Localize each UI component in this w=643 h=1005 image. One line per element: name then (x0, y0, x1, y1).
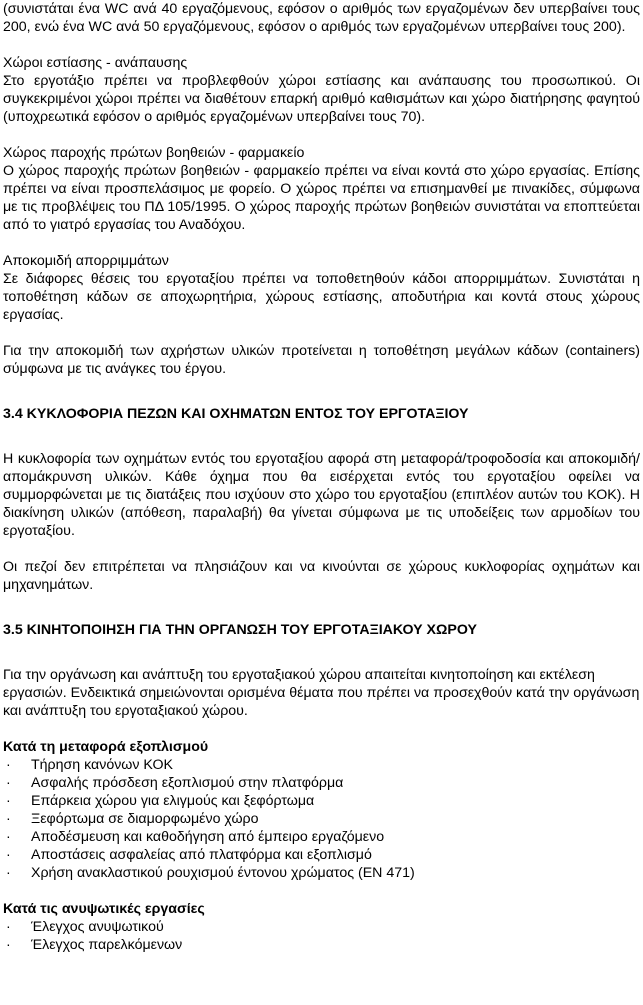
lifting-list (3, 918, 640, 954)
section-3-5-paragraph: Για την οργάνωση και ανάπτυξη του εργοταξιακού χώρου απαιτείται κινητοποίηση και εκτέλεση εργασιών. Ενδεικτικά σημειώνονται ορισμένα θέματα που πρέπει να προσεχθούν κατά την οργάνωση και ανάπτυξη του εργοταξιακού χώρου. (3, 667, 640, 719)
section-3-4-pedestrians-paragraph: Οι πεζοί δεν επιτρέπεται να πλησιάζουν και να κινούνται σε χώρους κυκλοφορίας οχημάτων και μηχανημάτων. (3, 559, 640, 593)
bullet: · (6, 847, 11, 863)
bullet: · (6, 775, 11, 791)
list-item: · Έλεγχος παρελκόμενων (6, 937, 183, 953)
lifting-subheading: Κατά τις ανυψωτικές εργασίες (3, 901, 205, 917)
dining-heading: Χώροι εστίασης - ανάπαυσης (3, 55, 188, 71)
list-item: · Αποστάσεις ασφαλείας από πλατφόρμα και εξοπλισμό (6, 847, 372, 863)
dining-paragraph: Στο εργοτάξιο πρέπει να προβλεφθούν χώροι εστίασης και ανάπαυσης του προσωπικού. Οι συγκεκριμένοι χώροι πρέπει να διαθέτουν επαρκή αριθμό καθισμάτων και χώρο διατήρησης φαγητού (υποχρεωτικά εφόσον ο αριθμός εργαζομένων υπερβαίνει τους 70). (3, 73, 640, 125)
bullet: · (6, 865, 11, 881)
list-item: · Τήρηση κανόνων ΚΟΚ (6, 757, 173, 773)
waste-heading: Αποκομιδή απορριμμάτων (3, 253, 169, 269)
list-item: · Ασφαλής πρόσδεση εξοπλισμού στην πλατφόρμα (6, 775, 344, 791)
first-aid-paragraph: Ο χώρος παροχής πρώτων βοηθειών - φαρμακείο πρέπει να είναι κοντά στο χώρο εργασίας. Επίσης πρέπει να είναι προσπελάσιμος με φορείο. Ο χώρος πρέπει να επισημανθεί με πινακίδες, σύμφωνα με τις προβλέψεις του ΠΔ 105/1995. Ο χώρος παροχής πρώτων βοηθειών συνιστάται να εποπτεύεται από το γιατρό εργασίας του Αναδόχου. (3, 163, 640, 233)
bullet: · (6, 829, 11, 845)
bullet: · (6, 937, 11, 953)
list-item: · Ξεφόρτωμα σε διαμορφωμένο χώρο (6, 811, 259, 827)
section-3-4-heading: 3.4 ΚΥΚΛΟΦΟΡΙΑ ΠΕΖΩΝ ΚΑΙ ΟΧΗΜΑΤΩΝ ΕΝΤΟΣ ΤΟΥ ΕΡΓΟΤΑΞΙΟΥ (3, 406, 469, 422)
bullet: · (6, 919, 11, 935)
first-aid-heading: Χώρος παροχής πρώτων βοηθειών - φαρμακείο (3, 145, 305, 161)
list-item: · Αποδέσμευση και καθοδήγηση από έμπειρο εργαζόμενο (6, 829, 385, 845)
bullet: · (6, 793, 11, 809)
section-3-4-paragraph: Η κυκλοφορία των οχημάτων εντός του εργοταξίου αφορά στη μεταφορά/τροφοδοσία και αποκομιδή/απομάκρυνση υλικών. Κάθε όχημα που θα εισέρχεται εντός του εργοταξίου οφείλει να συμμορφώνεται με τις διατάξεις που ισχύουν στο χώρο του εργοταξίου (επιπλέον αυτών του ΚΟΚ). Η διακίνηση υλικών (απόθεση, παραλαβή) θα γίνεται σύμφωνα με τις υποδείξεις των αρμοδίων του εργοταξίου. (3, 451, 640, 539)
bullet: · (6, 811, 11, 827)
waste-paragraph: Σε διάφορες θέσεις του εργοταξίου πρέπει να τοποθετηθούν κάδοι απορριμμάτων. Συνιστάται η τοποθέτηση κάδων σε αποχωρητήρια, χώρους εστίασης, αποδυτήρια και κοντά στους χώρους εργασίας. (3, 271, 640, 323)
list-item: · Επάρκεια χώρου για ελιγμούς και ξεφόρτωμα (6, 793, 315, 809)
waste-containers-paragraph: Για την αποκομιδή των αχρήστων υλικών προτείνεται η τοποθέτηση μεγάλων κάδων (containers) σύμφωνα με τις ανάγκες του έργου. (3, 343, 640, 377)
transport-list (3, 756, 640, 882)
transport-subheading: Κατά τη μεταφορά εξοπλισμού (3, 739, 209, 755)
list-item: · Έλεγχος ανυψωτικού (6, 919, 164, 935)
bullet: · (6, 757, 11, 773)
list-item: · Χρήση ανακλαστικού ρουχισμού έντονου χρώματος (EN 471) (6, 865, 415, 881)
section-3-5-heading: 3.5 ΚΙΝΗΤΟΠΟΙΗΣΗ ΓΙΑ ΤΗΝ ΟΡΓΑΝΩΣΗ ΤΟΥ ΕΡΓΟΤΑΞΙΑΚΟΥ ΧΩΡΟΥ (3, 622, 477, 638)
intro-tail-paragraph: (συνιστάται ένα WC ανά 40 εργαζόμενους, εφόσον ο αριθμός των εργαζομένων δεν υπερβαίνει τους 200, ενώ ένα WC ανά 50 εργαζόμενους, εφόσον ο αριθμός των εργαζομένων υπερβαίνει τους 200). (3, 1, 640, 35)
